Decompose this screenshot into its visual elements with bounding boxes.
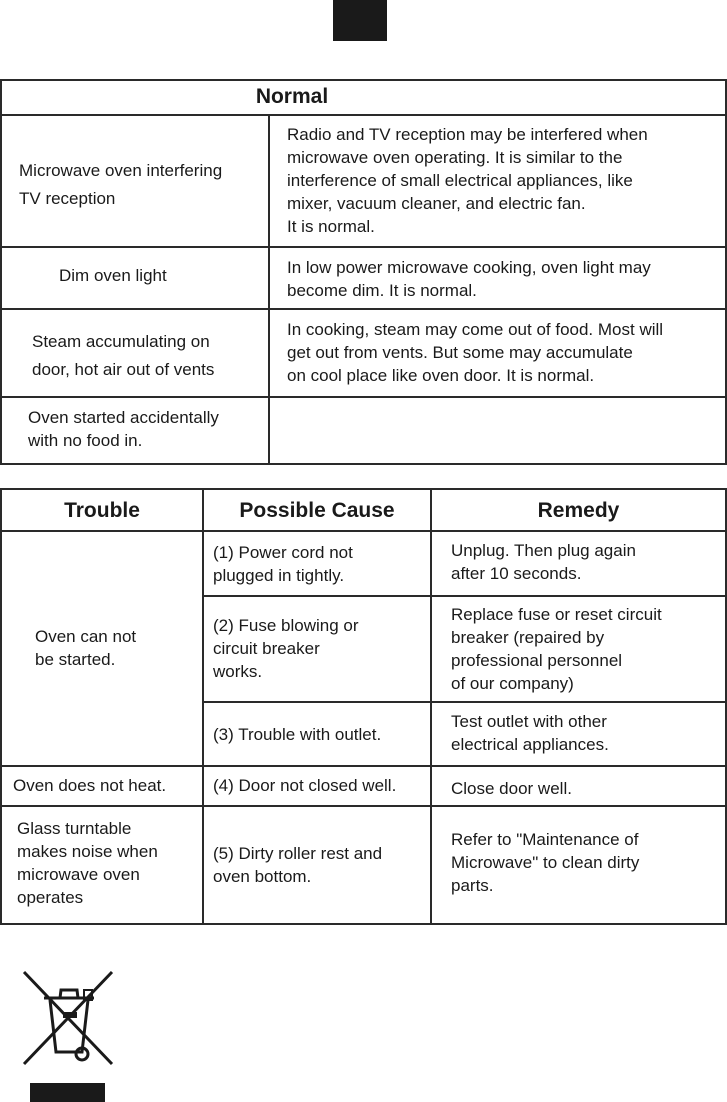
cause-5: (5) Dirty roller rest and oven bottom.: [213, 844, 383, 886]
normal-explanation-3: In cooking, steam may come out of food. Most will get out from vents. But some may accumulate on cool place like oven door. It is normal.: [287, 320, 664, 385]
remedy-5: Refer to "Maintenance of Microwave" to clean dirty parts.: [451, 830, 640, 895]
weee-bin-icon: [20, 968, 116, 1068]
normal-table-title: Normal: [255, 85, 329, 108]
trouble-oven-not-start: Oven can not be started.: [35, 627, 137, 669]
normal-symptom-4: Oven started accidentally with no food in.: [28, 408, 219, 450]
remedy-1: Unplug. Then plug again after 10 seconds.: [451, 541, 636, 583]
remedy-4: Close door well.: [451, 779, 572, 798]
cause-3: (3) Trouble with outlet.: [213, 725, 382, 744]
remedy-3: Test outlet with other electrical appliances.: [451, 712, 609, 754]
cause-4: (4) Door not closed well.: [213, 776, 397, 795]
normal-symptom-1: Microwave oven interfering TV reception: [19, 161, 223, 208]
header-trouble: Trouble: [64, 499, 140, 522]
page-marker-top: [333, 0, 387, 41]
trouble-turntable-noise: Glass turntable makes noise when microwave oven operates: [17, 819, 158, 907]
weee-bar: [30, 1083, 105, 1102]
header-remedy: Remedy: [537, 499, 620, 522]
cause-1: (1) Power cord not plugged in tightly.: [213, 543, 353, 585]
remedy-2: Replace fuse or reset circuit breaker (repaired by professional personnel of our company): [451, 605, 662, 693]
header-possible-cause: Possible Cause: [239, 499, 395, 522]
normal-explanation-1: Radio and TV reception may be interfered when microwave oven operating. It is similar to the interference of small electrical appliances, like mixer, vacuum cleaner, and electric fan. It is normal.: [287, 125, 648, 236]
trouble-no-heat: Oven does not heat.: [13, 776, 167, 795]
normal-symptom-2: Dim oven light: [59, 266, 167, 285]
normal-explanation-2: In low power microwave cooking, oven light may become dim. It is normal.: [287, 258, 651, 300]
cause-2: (2) Fuse blowing or circuit breaker works.: [213, 616, 359, 681]
normal-symptom-3: Steam accumulating on door, hot air out of vents: [32, 332, 215, 379]
